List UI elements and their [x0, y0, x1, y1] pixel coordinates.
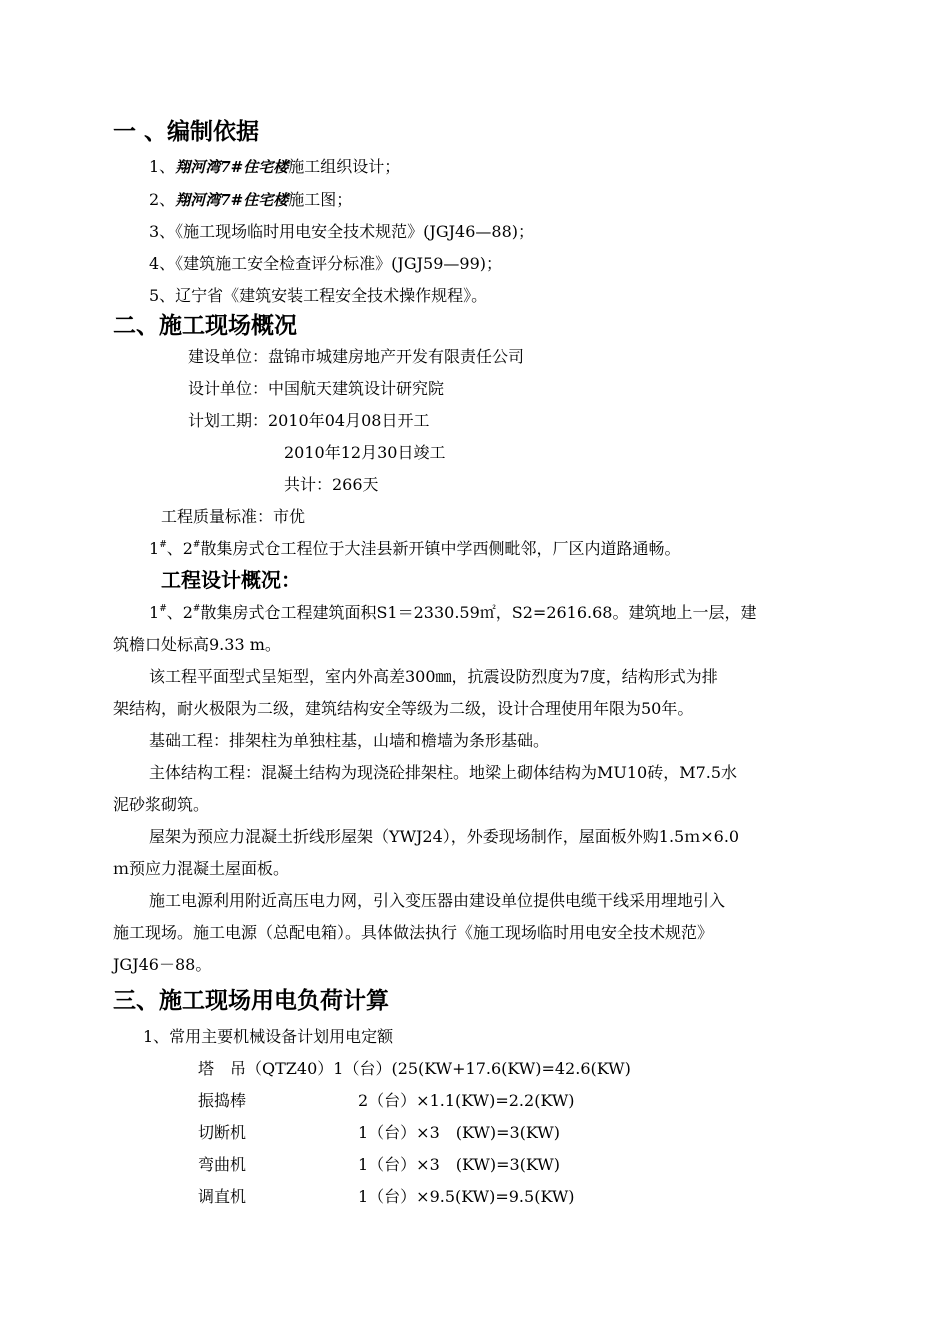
location-sup-2: # [192, 540, 201, 550]
location-sep: 、2 [166, 539, 193, 558]
basis-item-2-text: 施工图； [288, 190, 353, 209]
basis-item-3: 3、《施工现场临时用电安全技术规范》(JGJ46—88)； [149, 222, 534, 241]
location-n1: 1 [149, 539, 160, 558]
basis-item-1-num: 1、 [149, 157, 176, 176]
quality-line: 工程质量标准：市优 [161, 507, 306, 526]
design-p1-text: 散集房式仓工程建筑面积S1＝2330.59㎡，S2=2616.68。建筑地上一层，建 [200, 603, 757, 622]
design-p3: 基础工程：排架柱为单独柱基，山墙和檐墙为条形基础。 [149, 731, 550, 750]
equipment-subtitle: 1、常用主要机械设备计划用电定额 [143, 1027, 394, 1046]
equipment-calc-straightener: 1（台）×9.5(KW)=9.5(KW) [358, 1187, 575, 1206]
equipment-name: 弯曲机 [198, 1155, 247, 1174]
builder-line: 建设单位：盘锦市城建房地产开发有限责任公司 [188, 347, 525, 366]
location-sup-1: # [159, 540, 167, 550]
design-p6-line2: 施工现场。施工电源（总配电箱）。具体做法执行《施工现场临时用电安全技术规范》 [113, 923, 714, 942]
section-3-title: 三、施工现场用电负荷计算 [113, 988, 389, 1014]
equipment-row-cutter [198, 1122, 246, 1144]
equipment-calc-cutter: 1（台）×3 (KW)=3(KW) [358, 1123, 560, 1142]
basis-item-2-num: 2、 [149, 190, 176, 209]
period-start-line: 计划工期：2010年04月08日开工 [188, 411, 430, 430]
section-2-title: 二、施工现场概况 [113, 313, 297, 339]
section-1-title: 一 、编制依据 [113, 119, 260, 145]
design-sup-2: # [192, 604, 201, 614]
design-p4-line2: 泥砂浆砌筑。 [113, 795, 210, 814]
design-p4-line1: 主体结构工程：混凝土结构为现浇砼排架柱。地梁上砌体结构为MU10砖，M7.5水 [149, 763, 738, 782]
equipment-row-bender [198, 1154, 246, 1176]
equipment-calc-bender: 1（台）×3 (KW)=3(KW) [358, 1155, 560, 1174]
basis-item-4: 4、《建筑施工安全检查评分标准》(JGJ59—99)； [149, 254, 502, 273]
design-p5-line2: ｍ预应力混凝土屋面板。 [113, 859, 290, 878]
total-days-line: 共计：266天 [284, 475, 379, 494]
design-p6-line1: 施工电源利用附近高压电力网，引入变压器由建设单位提供电缆干线采用埋地引入 [149, 891, 726, 910]
equipment-row-straightener [198, 1186, 246, 1208]
design-overview-title: 工程设计概况： [161, 568, 301, 592]
equipment-row-tower-crane: 塔 吊（QTZ40）1（台）(25(KW+17.6(KW)=42.6(KW) [198, 1059, 631, 1078]
location-line [149, 538, 680, 560]
design-p1-line2: 筑檐口处标高9.33 m。 [113, 635, 281, 654]
basis-item-1-project: 翔河湾7#住宅楼 [175, 158, 289, 176]
design-p2-line1: 该工程平面型式呈矩型，室内外高差300㎜，抗震设防烈度为7度，结构形式为排 [149, 667, 718, 686]
design-p6-line3: JGJ46－88。 [113, 955, 212, 974]
design-n1: 1 [149, 603, 160, 622]
basis-item-2 [149, 189, 352, 211]
basis-item-1 [149, 156, 400, 178]
design-sup-1: # [159, 604, 167, 614]
period-end-line: 2010年12月30日竣工 [284, 443, 446, 462]
design-sep: 、2 [166, 603, 193, 622]
equipment-row-vibrator [198, 1090, 246, 1112]
basis-item-2-project: 翔河湾7#住宅楼 [175, 191, 289, 209]
basis-item-5: 5、辽宁省《建筑安装工程安全技术操作规程》。 [149, 286, 488, 305]
equipment-name: 调直机 [198, 1187, 247, 1206]
equipment-name: 切断机 [198, 1123, 247, 1142]
design-p5-line1: 屋架为预应力混凝土折线形屋架（YWJ24），外委现场制作，屋面板外购1.5ｍ×6.0 [149, 827, 740, 846]
designer-line: 设计单位：中国航天建筑设计研究院 [188, 379, 445, 398]
basis-item-1-text: 施工组织设计； [288, 157, 401, 176]
equipment-calc-vibrator: 2（台）×1.1(KW)=2.2(KW) [358, 1091, 575, 1110]
location-text: 散集房式仓工程位于大洼县新开镇中学西侧毗邻，厂区内道路通畅。 [200, 539, 681, 558]
design-p2-line2: 架结构，耐火极限为二级，建筑结构安全等级为二级，设计合理使用年限为50年。 [113, 699, 694, 718]
design-p1-line1 [149, 602, 757, 624]
equipment-name: 振捣棒 [198, 1091, 247, 1110]
